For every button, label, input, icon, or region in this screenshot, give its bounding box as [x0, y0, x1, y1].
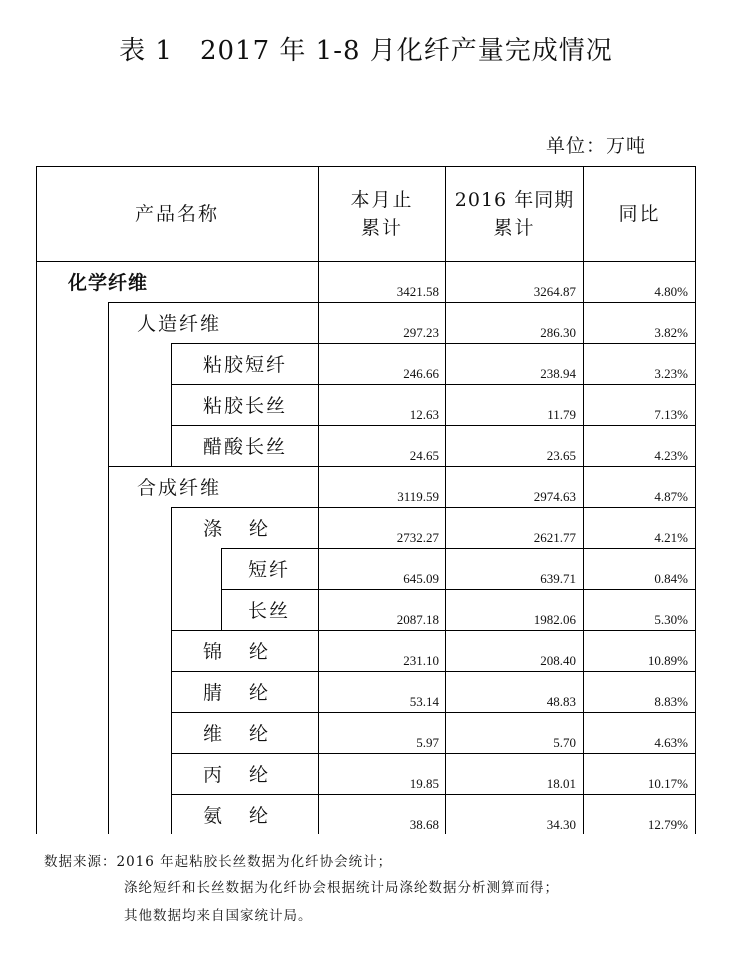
value-prev: 1982.06: [533, 612, 576, 627]
indent-line-level1: [108, 302, 109, 834]
row-sep: [171, 671, 696, 672]
row-sep: [108, 302, 696, 303]
value-yoy: 5.30%: [654, 612, 688, 627]
value-yoy: 4.23%: [654, 448, 688, 463]
row-sep: [221, 589, 696, 590]
row-sep: [108, 466, 696, 467]
row-label-acetate-filament: 醋酸长丝: [203, 436, 288, 458]
row-label-viscose-staple: 粘胶短纤: [203, 354, 288, 376]
row-sep: [171, 753, 696, 754]
value-yoy: 7.13%: [654, 407, 688, 422]
header-prev-line2: 累计: [493, 217, 536, 239]
source-note-line2: 涤纶短纤和长丝数据为化纤协会根据统计局涤纶数据分析测算而得；: [124, 880, 559, 896]
header-current-line2: 累计: [360, 217, 403, 239]
value-current: 12.63: [409, 407, 439, 422]
row-sep: [171, 384, 696, 385]
row-label-polyester-filament: 长丝: [248, 600, 291, 622]
header-product-name: 产品名称: [134, 203, 219, 225]
header-divider: [36, 261, 696, 262]
value-prev: 34.30: [546, 817, 576, 832]
value-current: 645.09: [403, 571, 439, 586]
header-prev-line1: 2016 年同期: [454, 189, 575, 211]
value-current: 297.23: [403, 325, 439, 340]
row-label-spandex: 氨 纶: [203, 805, 273, 827]
value-current: 3421.58: [396, 284, 439, 299]
value-current: 38.68: [409, 817, 439, 832]
row-label-synthetic-fiber: 合成纤维: [137, 477, 222, 499]
value-yoy: 10.17%: [647, 776, 688, 791]
row-label-polypropylene: 丙 纶: [203, 764, 273, 786]
source-note-line1: 数据来源：2016 年起粘胶长丝数据为化纤协会统计；: [44, 854, 393, 870]
value-current: 24.65: [409, 448, 439, 463]
value-current: 3119.59: [397, 489, 439, 504]
row-sep: [171, 507, 696, 508]
row-label-acrylic: 腈 纶: [203, 682, 273, 704]
header-yoy: 同比: [618, 203, 661, 225]
value-prev: 2974.63: [533, 489, 576, 504]
table-border-right: [695, 166, 696, 834]
value-yoy: 0.84%: [654, 571, 688, 586]
row-sep: [171, 630, 696, 631]
source-note-line3: 其他数据均来自国家统计局。: [124, 908, 313, 924]
value-yoy: 10.89%: [647, 653, 688, 668]
row-sep: [171, 343, 696, 344]
value-current: 19.85: [409, 776, 439, 791]
row-label-man-made-fiber: 人造纤维: [137, 313, 222, 335]
row-sep: [221, 548, 696, 549]
row-label-polyester-staple: 短纤: [248, 559, 291, 581]
value-current: 246.66: [403, 366, 439, 381]
value-yoy: 4.63%: [654, 735, 688, 750]
value-prev: 639.71: [540, 571, 576, 586]
unit-label: 单位：万吨: [546, 135, 647, 157]
row-label-polyester: 涤 纶: [203, 518, 273, 540]
value-prev: 11.79: [547, 407, 576, 422]
value-prev: 286.30: [540, 325, 576, 340]
value-current: 5.97: [416, 735, 439, 750]
value-yoy: 4.21%: [654, 530, 688, 545]
value-yoy: 4.80%: [654, 284, 688, 299]
row-sep: [171, 794, 696, 795]
row-label-chemical-fiber: 化学纤维: [68, 272, 149, 294]
value-yoy: 8.83%: [654, 694, 688, 709]
value-prev: 18.01: [546, 776, 576, 791]
value-current: 53.14: [409, 694, 439, 709]
value-current: 2732.27: [396, 530, 439, 545]
indent-line-level2a: [171, 343, 172, 466]
value-prev: 238.94: [540, 366, 576, 381]
value-yoy: 3.23%: [654, 366, 688, 381]
row-label-nylon: 锦 纶: [203, 641, 273, 663]
value-prev: 3264.87: [533, 284, 576, 299]
row-sep: [171, 425, 696, 426]
value-prev: 208.40: [540, 653, 576, 668]
row-label-viscose-filament: 粘胶长丝: [203, 395, 288, 417]
value-current: 231.10: [403, 653, 439, 668]
row-sep: [171, 712, 696, 713]
value-prev: 48.83: [546, 694, 576, 709]
table-border-left: [36, 166, 37, 834]
header-current-line1: 本月止: [350, 189, 414, 211]
table-title: 表 1 2017 年 1-8 月化纤产量完成情况: [119, 36, 613, 66]
table-border-top: [36, 166, 696, 167]
value-yoy: 4.87%: [654, 489, 688, 504]
value-prev: 5.70: [553, 735, 576, 750]
production-table: [36, 166, 696, 834]
row-label-vinylon: 维 纶: [203, 723, 273, 745]
value-yoy: 12.79%: [647, 817, 688, 832]
value-prev: 23.65: [546, 448, 576, 463]
value-yoy: 3.82%: [654, 325, 688, 340]
value-current: 2087.18: [396, 612, 439, 627]
value-prev: 2621.77: [533, 530, 576, 545]
